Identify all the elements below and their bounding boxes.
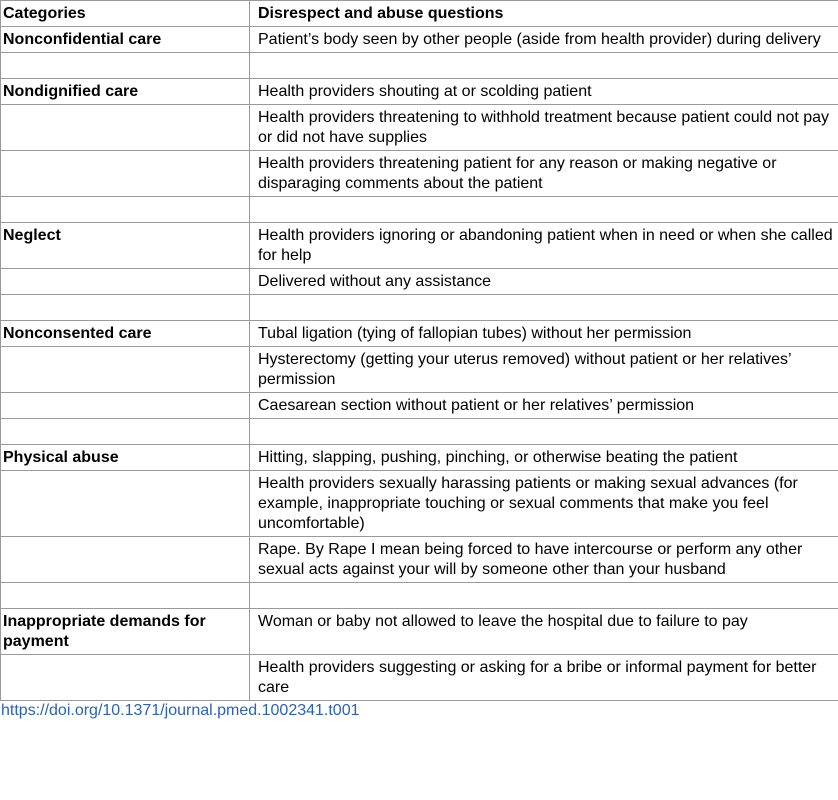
question-cell: Delivered without any assistance (250, 269, 838, 295)
table-row (1, 321, 838, 347)
table-row (1, 269, 838, 295)
question-cell (250, 53, 838, 79)
category-cell (1, 269, 250, 295)
table-row (1, 445, 838, 471)
table-row (1, 655, 838, 701)
category-cell (1, 655, 250, 701)
category-cell: Nonconsented care (1, 321, 250, 347)
question-cell (250, 295, 838, 321)
table-row (1, 609, 838, 655)
table-row (1, 27, 838, 53)
question-cell: Hitting, slapping, pushing, pinching, or otherwise beating the patient (250, 445, 838, 471)
category-cell (1, 419, 250, 445)
category-cell (1, 583, 250, 609)
category-cell: Nondignified care (1, 79, 250, 105)
question-cell: Health providers threatening to withhold treatment because patient could not pay or did not have supplies (250, 105, 838, 151)
doi-link[interactable]: https://doi.org/10.1371/journal.pmed.1002341.t001 (1, 702, 360, 719)
category-cell (1, 151, 250, 197)
question-cell: Health providers sexually harassing patients or making sexual advances (for example, inappropriate touching or sexual comments that make you feel uncomfortable) (250, 471, 838, 537)
category-cell: Inappropriate demands for payment (1, 609, 250, 655)
question-cell: Health providers ignoring or abandoning patient when in need or when she called for help (250, 223, 838, 269)
category-cell (1, 393, 250, 419)
table-row (1, 471, 838, 537)
category-cell (1, 197, 250, 223)
table-row (1, 79, 838, 105)
table-row (1, 537, 838, 583)
table-row (1, 105, 838, 151)
category-cell: Neglect (1, 223, 250, 269)
table-row (1, 223, 838, 269)
table-row (1, 583, 838, 609)
table-row (1, 151, 838, 197)
category-cell (1, 347, 250, 393)
question-cell (250, 583, 838, 609)
question-cell (250, 197, 838, 223)
table-row (1, 53, 838, 79)
header-questions: Disrespect and abuse questions (250, 1, 838, 27)
table-body (1, 27, 838, 701)
category-cell (1, 471, 250, 537)
question-cell: Rape. By Rape I mean being forced to have intercourse or perform any other sexual acts against your will by someone other than your husband (250, 537, 838, 583)
table-row (1, 347, 838, 393)
table-row (1, 419, 838, 445)
table-row (1, 393, 838, 419)
question-cell: Health providers threatening patient for any reason or making negative or disparaging comments about the patient (250, 151, 838, 197)
category-cell (1, 295, 250, 321)
question-cell: Woman or baby not allowed to leave the hospital due to failure to pay (250, 609, 838, 655)
question-cell (250, 419, 838, 445)
category-cell (1, 53, 250, 79)
table-header-row (1, 1, 838, 27)
category-cell: Nonconfidential care (1, 27, 250, 53)
question-cell: Health providers shouting at or scolding patient (250, 79, 838, 105)
table-row (1, 295, 838, 321)
question-cell: Hysterectomy (getting your uterus removed) without patient or her relatives’ permission (250, 347, 838, 393)
question-cell: Patient’s body seen by other people (aside from health provider) during delivery (250, 27, 838, 53)
question-cell: Tubal ligation (tying of fallopian tubes) without her permission (250, 321, 838, 347)
table-row (1, 197, 838, 223)
category-cell: Physical abuse (1, 445, 250, 471)
category-cell (1, 105, 250, 151)
category-cell (1, 537, 250, 583)
question-cell: Health providers suggesting or asking for a bribe or informal payment for better care (250, 655, 838, 701)
header-categories: Categories (1, 1, 250, 27)
question-cell: Caesarean section without patient or her relatives’ permission (250, 393, 838, 419)
